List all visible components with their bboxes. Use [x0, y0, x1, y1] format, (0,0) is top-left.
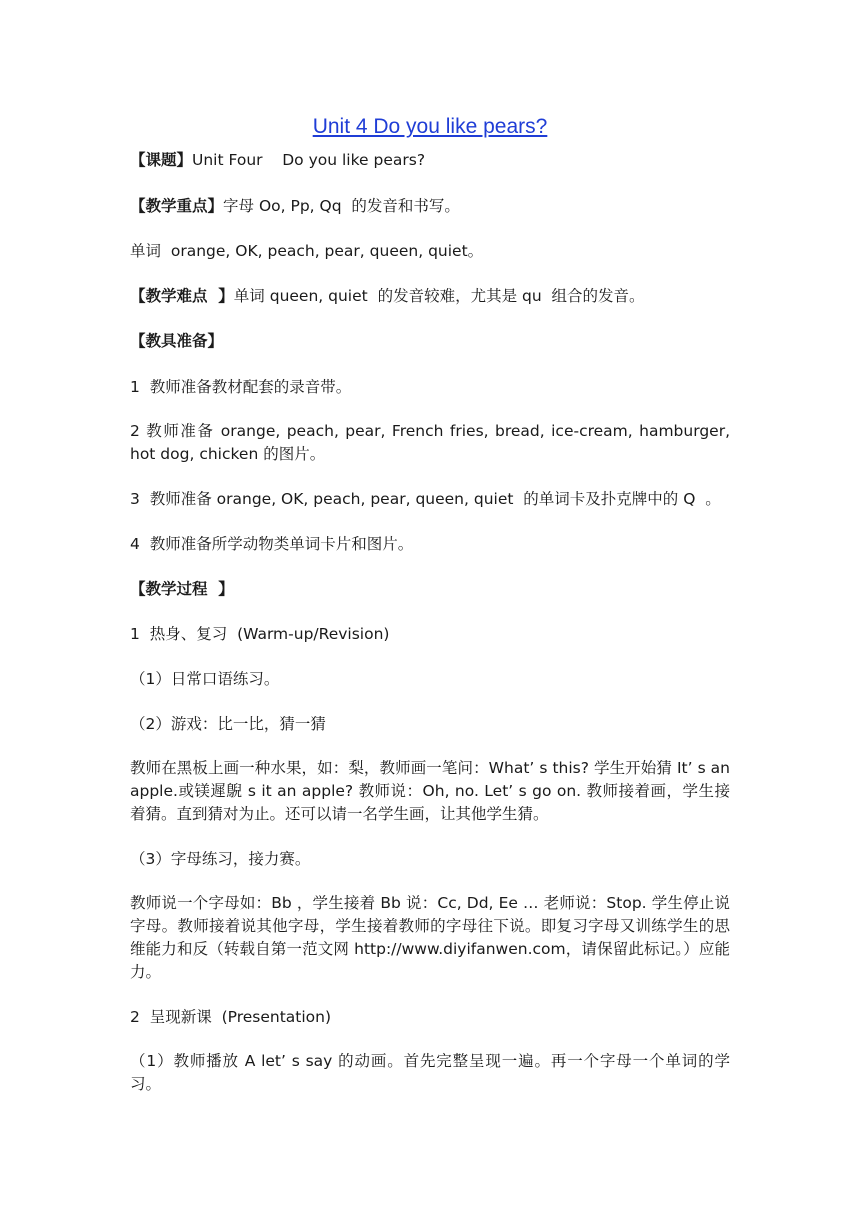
lesson-topic-text: Unit Four Do you like pears? [192, 151, 426, 169]
step1-heading: 1 热身、复习 (Warm-up/Revision) [130, 625, 390, 643]
process-heading: 【教学过程 】 [130, 580, 234, 598]
materials-item: 2 教师准备 orange, peach, pear, French fries, bread, ice-cream, hamburger, hot dog, chicken 的图片。 [130, 422, 730, 463]
materials-item: 4 教师准备所学动物类单词卡片和图片。 [130, 535, 414, 553]
step1-sub2: （2）游戏：比一比，猜一猜 [130, 715, 326, 733]
step1-sub1: （1）日常口语练习。 [130, 670, 280, 688]
page-title[interactable]: Unit 4 Do you like pears? [312, 115, 548, 138]
lesson-topic-label: 【课题】 [130, 151, 193, 169]
difficulties [130, 285, 730, 307]
difficulties-text: 单词 queen, quiet 的发音较难，尤其是 qu 组合的发音。 [233, 287, 645, 305]
step1-para1: 教师在黑板上画一种水果，如：梨，教师画一笔问：What’ s this? 学生开始猜 It’ s an apple.或镁遲鶃 s it an apple? 教师说：Oh, no. Let’ s go on. 教师接着画，学生接着猜。直到猜对为止。还可以请一名学生画，让其他学生猜。 [130, 759, 730, 823]
words-line: 单词 orange, OK, peach, pear, queen, quiet。 [130, 242, 484, 260]
step2-sub1: （1）教师播放 A let’ s say 的动画。首先完整呈现一遍。再一个字母一个单词的学习。 [130, 1052, 730, 1093]
difficulties-label: 【教学难点 】 [130, 287, 234, 305]
materials-heading: 【教具准备】 [130, 332, 224, 350]
materials-item: 3 教师准备 orange, OK, peach, pear, queen, quiet 的单词卡及扑克牌中的 Q 。 [130, 490, 721, 508]
step2-heading: 2 呈现新课 (Presentation) [130, 1008, 332, 1026]
lesson-topic [130, 149, 730, 171]
materials-item: 1 教师准备教材配套的录音带。 [130, 378, 352, 396]
key-points [130, 195, 730, 217]
key-points-label: 【教学重点】 [130, 197, 224, 215]
step1-sub3: （3）字母练习，接力赛。 [130, 850, 311, 868]
step1-para2: 教师说一个字母如：Bb ，学生接着 Bb 说：Cc, Dd, Ee … 老师说：Stop. 学生停止说字母。教师接着说其他字母，学生接着教师的字母往下说。即复习字母又训练学生的思维能力和反（转载自第一范文网 http://www.diyifanwen.com，请保留此标记。）应能力。 [130, 894, 730, 981]
key-points-text: 字母 Oo, Pp, Qq 的发音和书写。 [223, 197, 460, 215]
